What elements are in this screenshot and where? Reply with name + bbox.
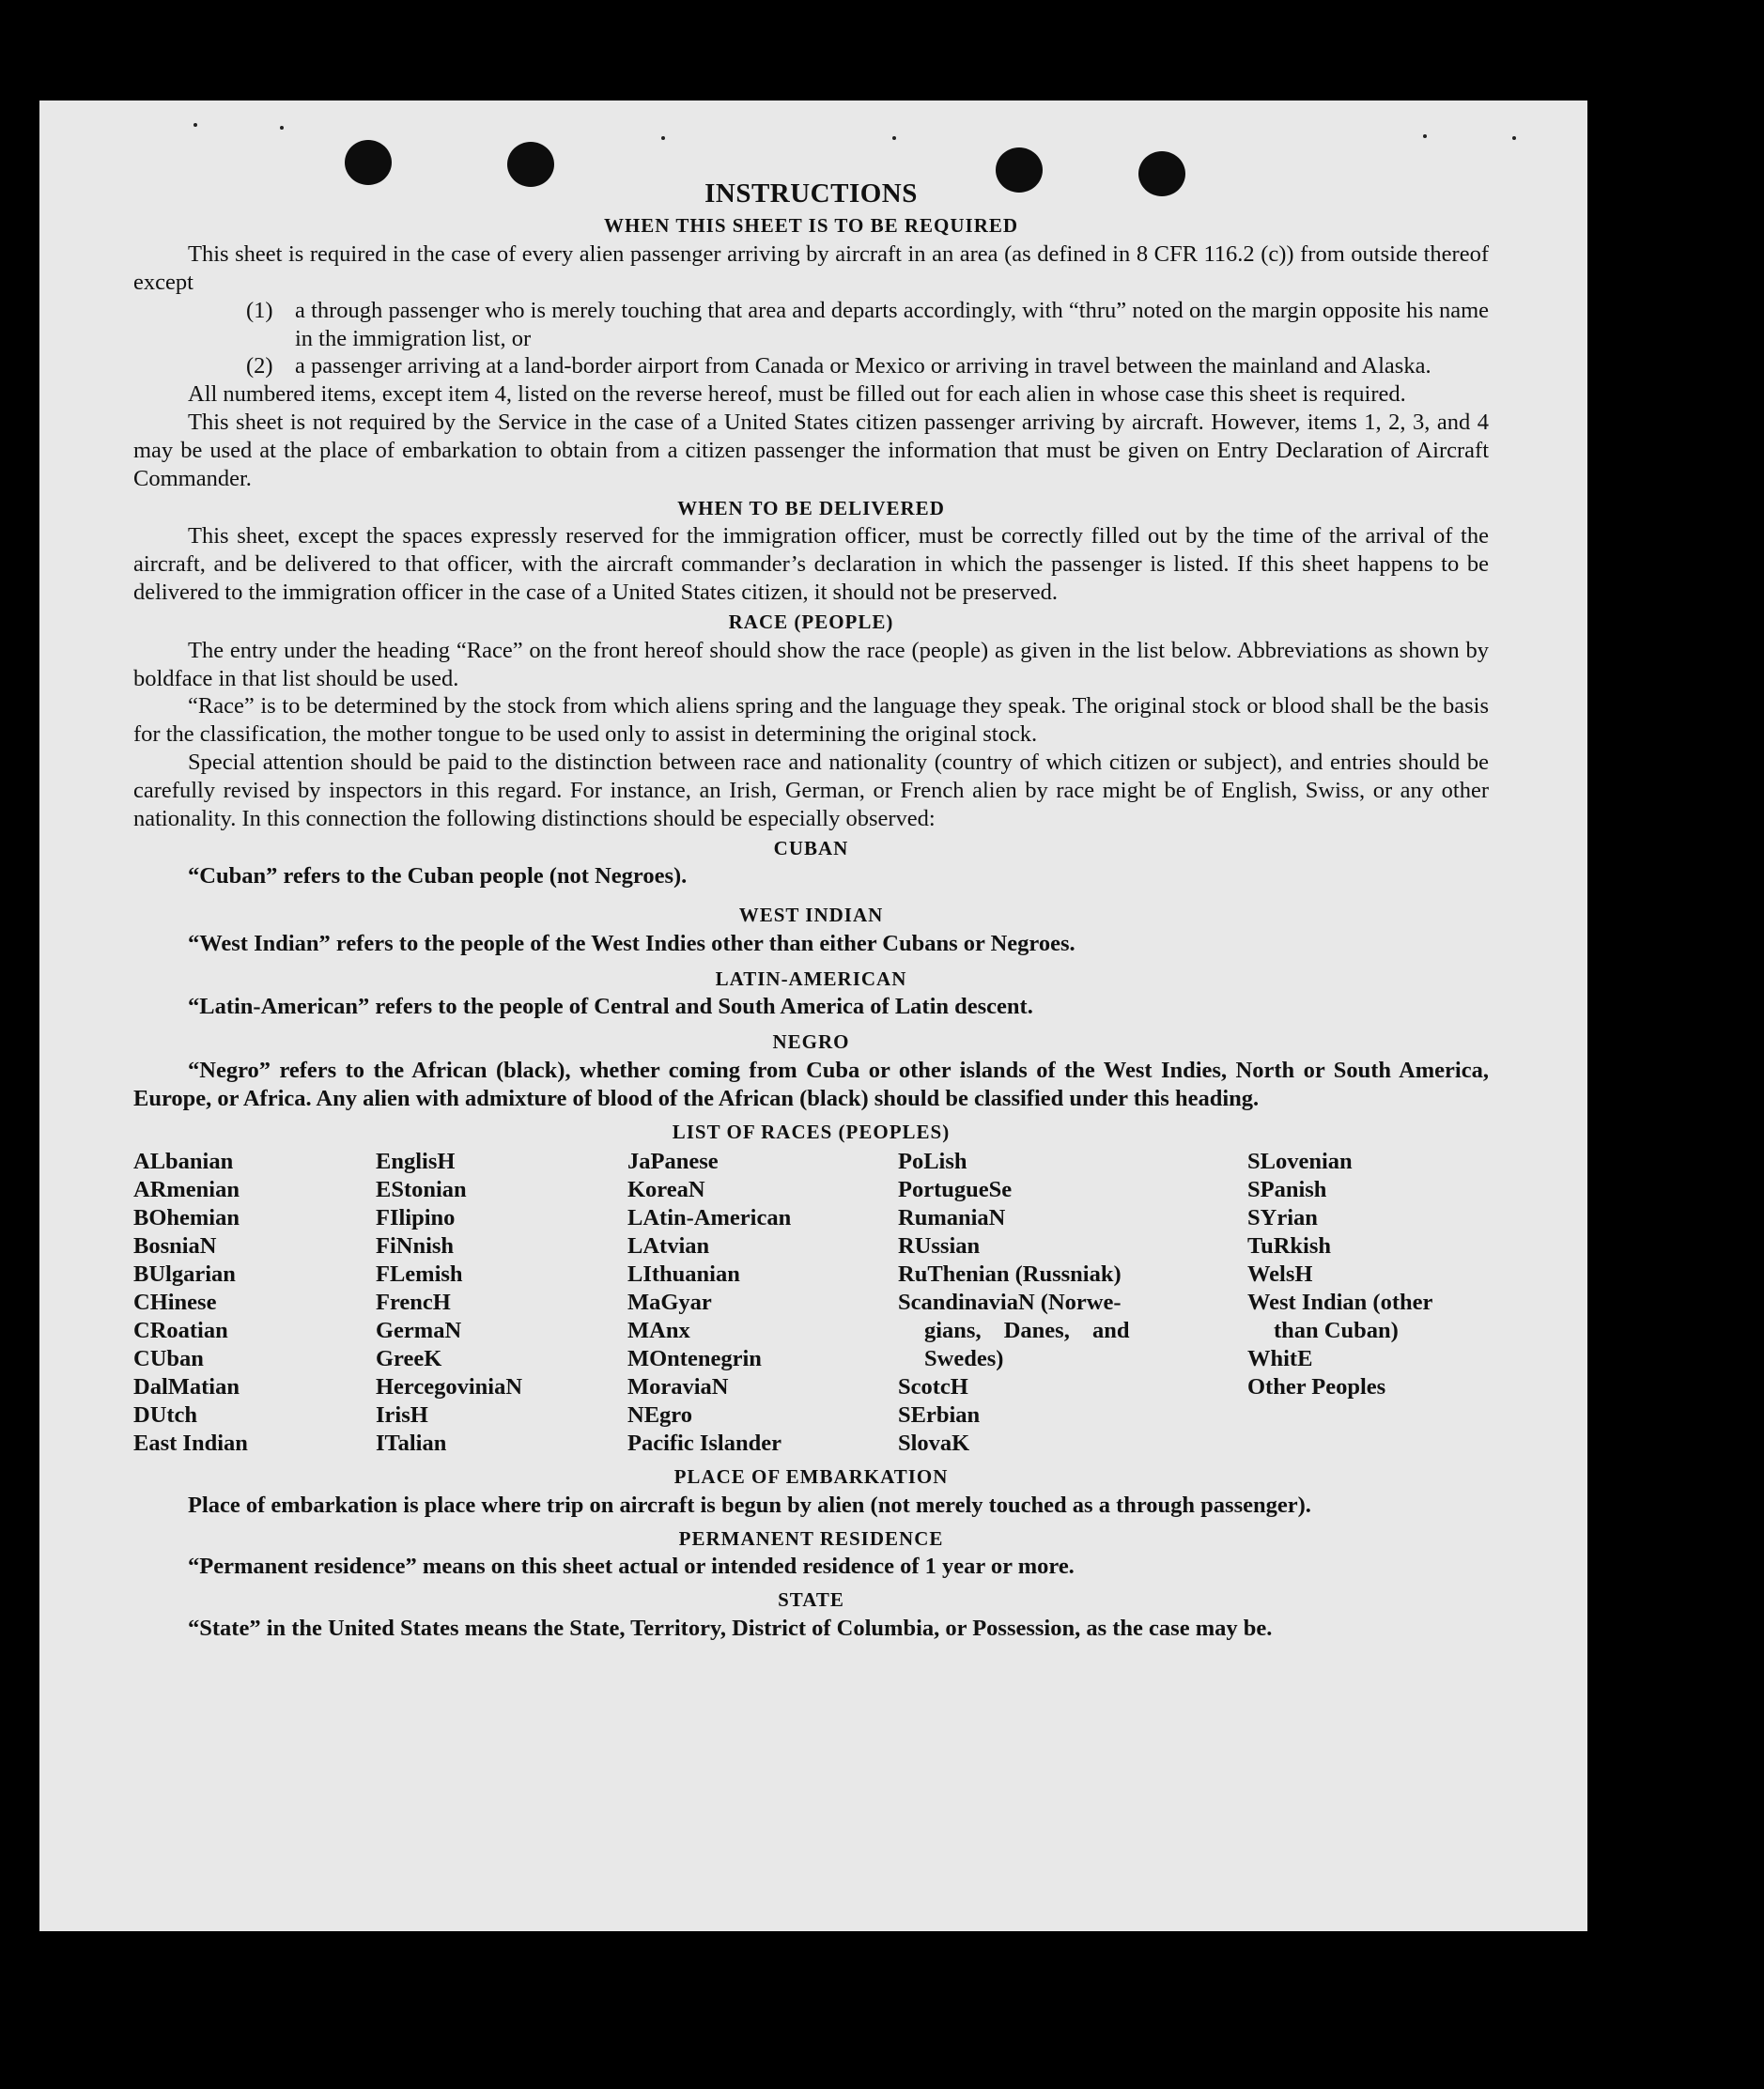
list-item <box>133 352 1489 380</box>
instructions-content <box>133 178 1489 1643</box>
race-item: RumaniaN <box>898 1205 1006 1231</box>
section-heading: WHEN THIS SHEET IS TO BE REQUIRED <box>603 214 1019 238</box>
race-item: East Indian <box>133 1431 248 1457</box>
paragraph: “Negro” refers to the African (black), whether coming from Cuba or other islands of the West Indies, North or South America, Europe, or Africa. Any alien with admixture of blood of the African (black) should be classified under this heading. <box>133 1057 1489 1111</box>
paragraph: All numbered items, except item 4, listed on the reverse hereof, must be filled out for each alien in whose case this sheet is required. <box>188 381 1406 408</box>
race-item: WhitE <box>1247 1346 1313 1372</box>
race-item: BUlgarian <box>133 1261 236 1288</box>
race-item: WelsH <box>1247 1261 1313 1288</box>
paragraph: “Permanent residence” means on this sheet actual or intended residence of 1 year or more. <box>188 1554 1075 1580</box>
section-heading: LIST OF RACES (PEOPLES) <box>672 1120 951 1143</box>
race-item: ARmenian <box>133 1177 240 1203</box>
item-number: (2) <box>246 353 273 379</box>
race-item: SPanish <box>1247 1177 1327 1203</box>
paragraph: “Cuban” refers to the Cuban people (not Negroes). <box>188 863 688 890</box>
race-item: TuRkish <box>1247 1233 1332 1260</box>
section-heading: CUBAN <box>773 836 849 859</box>
race-list <box>133 1148 1489 1458</box>
section-heading: PERMANENT RESIDENCE <box>678 1526 944 1550</box>
race-item: NEgro <box>627 1402 692 1429</box>
race-item: than Cuban) <box>1274 1318 1399 1344</box>
section-heading: WEST INDIAN <box>738 904 884 927</box>
speck <box>193 123 197 127</box>
race-item: LAtin-American <box>627 1205 792 1231</box>
paragraph: “State” in the United States means the State, Territory, District of Columbia, or Possession, as the case may be. <box>188 1615 1273 1641</box>
section-heading: PLACE OF EMBARKATION <box>673 1465 949 1489</box>
race-item: SErbian <box>898 1402 981 1429</box>
race-item: GermaN <box>376 1318 462 1344</box>
race-item: BosniaN <box>133 1233 217 1260</box>
race-item: GreeK <box>376 1346 442 1372</box>
race-item: FiNnish <box>376 1233 455 1260</box>
item-text: a through passenger who is merely touching that area and departs accordingly, with “thru” noted on the margin opposite his name in the immigration list, or <box>295 297 1489 351</box>
race-item: SlovaK <box>898 1431 970 1457</box>
race-item: MAnx <box>627 1318 690 1344</box>
race-column <box>133 1148 376 1458</box>
document-page <box>39 101 1587 1931</box>
paragraph: “West Indian” refers to the people of the West Indies other than either Cubans or Negroes. <box>188 930 1075 956</box>
race-item: Other Peoples <box>1247 1374 1386 1400</box>
paragraph: “Latin-American” refers to the people of Central and South America of Latin descent. <box>188 994 1033 1020</box>
race-item: CRoatian <box>133 1318 228 1344</box>
race-item: JaPanese <box>627 1149 719 1175</box>
race-item: SYrian <box>1247 1205 1318 1231</box>
section-heading: NEGRO <box>772 1030 850 1054</box>
race-item: CHinese <box>133 1290 217 1316</box>
race-item: SLovenian <box>1247 1149 1353 1175</box>
item-text: a passenger arriving at a land-border airport from Canada or Mexico or arriving in travel between the mainland and Alaska. <box>295 353 1431 379</box>
race-item: CUban <box>133 1346 204 1372</box>
section-heading: WHEN TO BE DELIVERED <box>677 496 945 519</box>
race-item: Pacific Islander <box>627 1431 781 1457</box>
section-heading: LATIN-AMERICAN <box>715 967 907 990</box>
race-item: DUtch <box>133 1402 198 1429</box>
race-column <box>1247 1148 1489 1458</box>
race-item: FrencH <box>376 1290 451 1316</box>
race-column <box>376 1148 627 1458</box>
race-item: ITalian <box>376 1431 447 1457</box>
page-title: INSTRUCTIONS <box>704 178 918 209</box>
race-item: gians, Danes, and <box>924 1318 1130 1344</box>
race-item: ScotcH <box>898 1374 968 1400</box>
paragraph: Place of embarkation is place where trip on aircraft is begun by alien (not merely touched as a through passenger). <box>188 1492 1311 1518</box>
race-item: MoraviaN <box>627 1374 729 1400</box>
speck <box>661 136 665 140</box>
item-number: (1) <box>246 297 273 323</box>
section-heading: STATE <box>778 1588 844 1612</box>
race-item: IrisH <box>376 1402 428 1429</box>
race-item: RuThenian (Russniak) <box>898 1261 1122 1288</box>
section-heading: RACE (PEOPLE) <box>728 611 894 634</box>
race-item: West Indian (other <box>1247 1290 1433 1316</box>
paragraph: This sheet is not required by the Service in the case of a United States citizen passenger arriving by aircraft. However, items 1, 2, 3, and 4 may be used at the place of embarkation to obtain from a citizen passenger the information that must be given on Entry Declaration of Aircraft Commander. <box>133 410 1489 491</box>
speck <box>892 136 896 140</box>
race-item: MaGyar <box>627 1290 712 1316</box>
race-column <box>627 1148 898 1458</box>
race-column <box>898 1148 1247 1458</box>
race-item: ALbanian <box>133 1149 234 1175</box>
race-item: KoreaN <box>627 1177 705 1203</box>
speck <box>1423 134 1427 138</box>
race-item: Swedes) <box>924 1346 1004 1372</box>
race-item: MOntenegrin <box>627 1346 762 1372</box>
race-item: HercegoviniaN <box>376 1374 523 1400</box>
race-item: ScandinaviaN (Norwe- <box>898 1290 1122 1316</box>
race-item: PortugueSe <box>898 1177 1013 1203</box>
paragraph: This sheet, except the spaces expressly reserved for the immigration officer, must be correctly filled out by the time of the arrival of the aircraft, and be delivered to that officer, with the aircraft commander’s declaration in which the passenger is listed. If this sheet happens to be delivered to the immigration officer in the case of a United States citizen, it should not be preserved. <box>133 523 1489 606</box>
paragraph: The entry under the heading “Race” on the front hereof should show the race (people) as given in the list below. Abbreviations as shown by boldface in that list should be used. <box>133 637 1489 691</box>
race-item: LIthuanian <box>627 1261 740 1288</box>
race-item: EStonian <box>376 1177 467 1203</box>
race-item: BOhemian <box>133 1205 240 1231</box>
race-item: EnglisH <box>376 1149 456 1175</box>
paragraph: Special attention should be paid to the distinction between race and nationality (country of which citizen or subject), and entries should be carefully revised by inspectors in this regard. For instance, an Irish, German, or French alien by race might be of English, Swiss, or any other nationality. In this connection the following distinctions should be especially observed: <box>133 750 1489 831</box>
speck <box>280 126 284 130</box>
speck <box>1512 136 1516 140</box>
paragraph: This sheet is required in the case of every alien passenger arriving by aircraft in an area (as defined in 8 CFR 116.2 (c)) from outside thereof except <box>133 240 1489 295</box>
race-item: RUssian <box>898 1233 981 1260</box>
race-item: PoLish <box>898 1149 967 1175</box>
race-item: FLemish <box>376 1261 463 1288</box>
paragraph: “Race” is to be determined by the stock from which aliens spring and the language they speak. The original stock or blood shall be the basis for the classification, the mother tongue to be used only to assist in determining the original stock. <box>133 693 1489 748</box>
list-item <box>133 297 1489 353</box>
race-item: FIlipino <box>376 1205 456 1231</box>
race-item: LAtvian <box>627 1233 710 1260</box>
race-item: DalMatian <box>133 1374 240 1400</box>
